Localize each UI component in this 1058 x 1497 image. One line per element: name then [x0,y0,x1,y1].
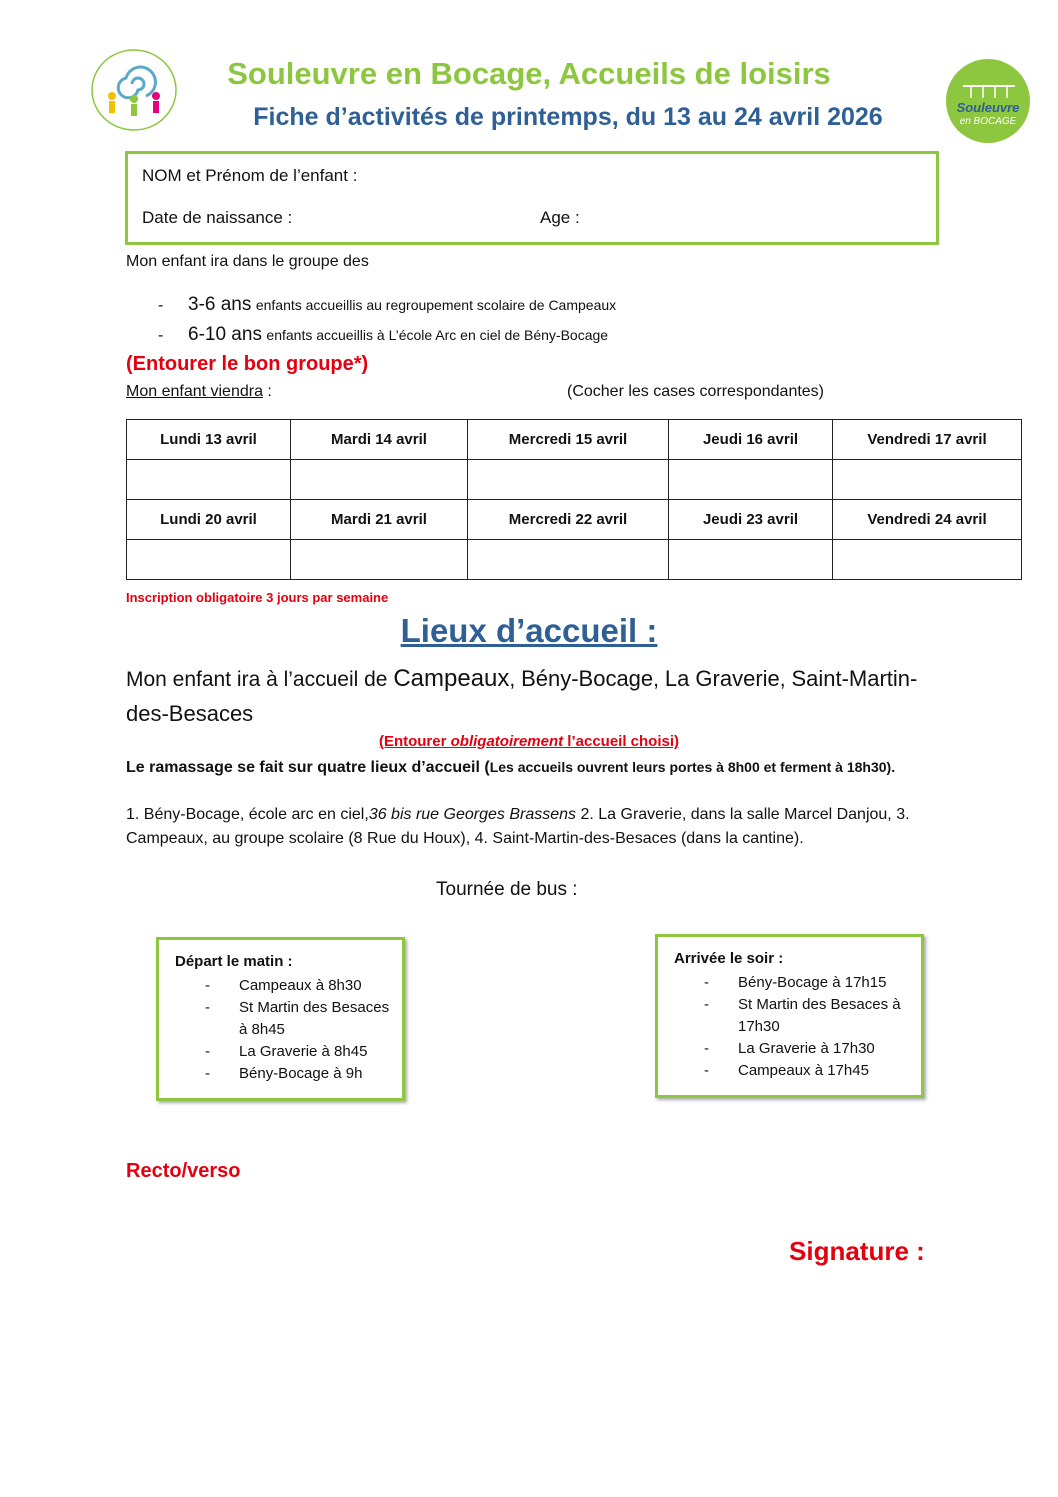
group-instruction: (Entourer le bon groupe*) [126,353,369,375]
day-checkbox-cell[interactable] [291,460,468,500]
day-header: Vendredi 17 avril [833,420,1022,460]
table-row [127,500,1022,540]
lieux-heading: Lieux d’accueil : [400,612,658,649]
day-checkbox-cell[interactable] [127,540,291,580]
age-label: Age : [540,208,580,227]
morning-title: Départ le matin : [175,953,293,970]
list-item: - Campeaux à 8h30 [205,977,362,994]
table-row [127,540,1022,580]
morning-list [175,975,395,1085]
list-item: - St Martin des Besaces à 8h45 [205,999,390,1038]
place-sentence: Mon enfant ira à l’accueil de Campeaux, Bény-Bocage, La Graverie, Saint-Martin-des-Besaces [126,665,918,726]
day-checkbox-cell[interactable] [669,540,833,580]
group-age: 6-10 ans [188,324,262,345]
list-item: - Campeaux à 17h45 [704,1062,869,1079]
list-item: - Bény-Bocage à 17h15 [704,974,887,991]
pickup-info: Le ramassage se fait sur quatre lieux d’accueil (Les accueils ouvrent leurs portes à 8h00 et ferment à 18h30). [126,759,896,776]
evening-list [674,972,914,1082]
child-name-label: NOM et Prénom de l’enfant : [142,166,358,185]
pickup-addresses: 1. Bény-Bocage, école arc en ciel,36 bis rue Georges Brassens 2. La Graverie, dans la salle Marcel Danjou, 3. Campeaux, au groupe scolaire (8 Rue du Houx), 4. Saint-Martin-des-Besaces (dans la cantine). [126,806,910,847]
svg-text:en BOCAGE: en BOCAGE [959,116,1017,127]
day-header: Mardi 21 avril [291,500,468,540]
day-checkbox-cell[interactable] [833,460,1022,500]
attendance-table [126,419,1022,580]
place-beny-bocage[interactable]: Bény-Bocage [521,666,654,691]
day-checkbox-cell[interactable] [669,460,833,500]
evening-arrival-box [655,934,924,1098]
attendance-hint: (Cocher les cases correspondantes) [567,383,825,400]
day-header: Mercredi 22 avril [468,500,669,540]
day-header: Jeudi 23 avril [669,500,833,540]
attendance-label: Mon enfant viendra [126,383,263,400]
place-campeaux[interactable]: Campeaux [393,665,510,692]
list-item: - Bény-Bocage à 9h [205,1065,363,1082]
day-header: Lundi 20 avril [127,500,291,540]
day-header: Mercredi 15 avril [468,420,669,460]
table-row [127,420,1022,460]
svg-text:Souleuvre: Souleuvre [956,100,1020,115]
day-checkbox-cell[interactable] [468,460,669,500]
group-option-3-6[interactable]: - 3-6 ans enfants accueillis au regroupement scolaire de Campeaux [158,294,617,315]
table-row [127,460,1022,500]
list-item: - St Martin des Besaces à 17h30 [704,996,901,1035]
day-checkbox-cell[interactable] [833,540,1022,580]
registration-note: Inscription obligatoire 3 jours par semaine [126,590,389,605]
bus-tour-title: Tournée de bus : [436,879,578,900]
day-header: Mardi 14 avril [291,420,468,460]
attendance-label-line: Mon enfant viendra : [126,383,272,400]
page-title: Souleuvre en Bocage, Accueils de loisirs [227,56,831,91]
list-item: - La Graverie à 17h30 [704,1040,875,1057]
souleuvre-logo [945,58,1031,144]
morning-departure-box [156,937,405,1101]
page-subtitle: Fiche d’activités de printemps, du 13 au 24 avril 2026 [253,103,883,131]
group-desc: enfants accueillis au regroupement scolaire de Campeaux [255,297,617,313]
list-item: - La Graverie à 8h45 [205,1043,368,1060]
child-identity-box [125,151,939,245]
birth-date-label: Date de naissance : [142,208,293,227]
day-checkbox-cell[interactable] [291,540,468,580]
group-desc: enfants accueillis à L’école Arc en ciel de Bény-Bocage [266,327,609,343]
evening-title: Arrivée le soir : [674,950,784,967]
group-age: 3-6 ans [188,294,252,315]
day-header: Vendredi 24 avril [833,500,1022,540]
place-saint-martin[interactable]: Saint-Martin-des-Besaces [126,666,918,726]
recto-verso: Recto/verso [126,1160,241,1182]
group-option-6-10[interactable]: - 6-10 ans enfants accueillis à L’école Arc en ciel de Bény-Bocage [158,324,609,345]
circle-instruction: (Entourer obligatoirement l’accueil choisi) [378,733,680,750]
place-la-graverie[interactable]: La Graverie [664,666,780,691]
day-checkbox-cell[interactable] [468,540,669,580]
group-intro: Mon enfant ira dans le groupe des [126,253,369,270]
day-checkbox-cell[interactable] [127,460,291,500]
day-header: Lundi 13 avril [127,420,291,460]
signature-label: Signature : [789,1236,925,1266]
day-header: Jeudi 16 avril [669,420,833,460]
